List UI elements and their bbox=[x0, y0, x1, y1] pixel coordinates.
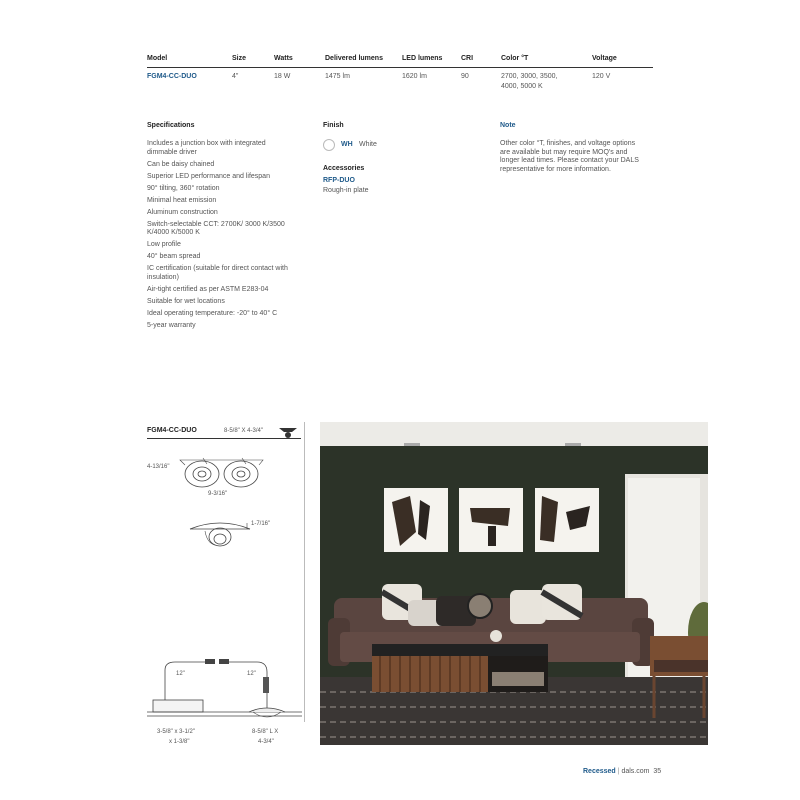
side-view-drawing bbox=[185, 515, 255, 550]
row-led-lumens: 1620 lm bbox=[402, 73, 427, 80]
cutout-icon bbox=[277, 426, 299, 440]
spec-item: Ideal operating temperature: -20° to 40° C bbox=[147, 309, 278, 317]
row-size: 4" bbox=[232, 73, 239, 80]
specifications-title: Specifications bbox=[147, 122, 195, 129]
spec-item: 90° tilting, 360° rotation bbox=[147, 184, 220, 192]
spec-item: Aluminum construction bbox=[147, 208, 218, 216]
finish-name: White bbox=[359, 141, 377, 148]
header-delivered-lumens: Delivered lumens bbox=[325, 55, 383, 62]
header-color-temp: Color °T bbox=[501, 55, 529, 62]
accessory-name: Rough-in plate bbox=[323, 187, 369, 194]
accessories-title: Accessories bbox=[323, 165, 365, 172]
row-voltage: 120 V bbox=[592, 73, 611, 80]
footer bbox=[583, 768, 661, 775]
finish-code: WH bbox=[341, 141, 353, 148]
header-watts: Watts bbox=[274, 55, 293, 62]
width-label: 9-3/16" bbox=[208, 491, 228, 497]
drawing-model: FGM4-CC-DUO bbox=[147, 427, 197, 434]
installation-drawing bbox=[147, 650, 302, 725]
spec-item: 5-year warranty bbox=[147, 321, 196, 329]
row-model: FGM4-CC-DUO bbox=[147, 73, 197, 80]
finish-swatch bbox=[323, 139, 335, 151]
footer-separator: | bbox=[617, 768, 620, 775]
footer-site[interactable]: dals.com bbox=[621, 768, 650, 775]
spec-item: IC certification (suitable for direct contact with insulation) bbox=[147, 265, 288, 281]
row-watts: 18 W bbox=[274, 73, 291, 80]
height-label: 4-13/16" bbox=[147, 464, 170, 470]
header-led-lumens: LED lumens bbox=[402, 55, 443, 62]
vertical-divider bbox=[304, 422, 305, 722]
junction-box-dim-1: 3-5/8" x 3-1/2" bbox=[157, 729, 195, 735]
spec-item: Suitable for wet locations bbox=[147, 297, 225, 305]
header-voltage: Voltage bbox=[592, 55, 617, 62]
spec-item: Minimal heat emission bbox=[147, 196, 217, 204]
drawing-cutout: 8-5/8" X 4-3/4" bbox=[224, 428, 263, 434]
plate-dim-2: 4-3/4" bbox=[258, 739, 274, 745]
page-number: 35 bbox=[653, 768, 662, 775]
depth-label: 1-7/16" bbox=[251, 521, 271, 527]
spec-item: Air-tight certified as per ASTM E283-04 bbox=[147, 285, 269, 293]
spec-item: Includes a junction box with integrated dimmable driver bbox=[147, 140, 266, 156]
junction-box-dim-2: x 1-3/8" bbox=[169, 739, 190, 745]
spec-item: Switch-selectable CCT: 2700K/ 3000 K/3500 K/4000 K/5000 K bbox=[147, 220, 285, 236]
header-size: Size bbox=[232, 55, 247, 62]
cable-length-right: 12" bbox=[247, 671, 256, 677]
row-delivered-lumens: 1475 lm bbox=[325, 73, 350, 80]
spec-item: 40° beam spread bbox=[147, 253, 201, 260]
specifications-list bbox=[147, 140, 297, 334]
spec-item: Low profile bbox=[147, 241, 181, 248]
table-divider bbox=[147, 67, 653, 68]
footer-section: Recessed bbox=[583, 768, 616, 775]
note-text: Other color °T, finishes, and voltage options are available but may require MOQ's and longer lead times. Please contact your DALS representative for more information. bbox=[500, 140, 639, 173]
plate-dim-1: 8-5/8" L X bbox=[252, 729, 279, 735]
note-title: Note bbox=[500, 122, 516, 129]
header-cri: CRI bbox=[461, 55, 474, 62]
row-color-temp-2: 4000, 5000 K bbox=[501, 83, 543, 90]
spec-item: Can be daisy chained bbox=[147, 160, 215, 168]
row-color-temp-1: 2700, 3000, 3500, bbox=[501, 73, 558, 80]
cable-length-left: 12" bbox=[176, 671, 185, 677]
header-model: Model bbox=[147, 55, 168, 62]
spec-item: Superior LED performance and lifespan bbox=[147, 172, 270, 180]
accessory-code: RFP-DUO bbox=[323, 177, 355, 184]
room-photo bbox=[320, 422, 708, 745]
finish-title: Finish bbox=[323, 122, 344, 129]
row-cri: 90 bbox=[461, 73, 469, 80]
